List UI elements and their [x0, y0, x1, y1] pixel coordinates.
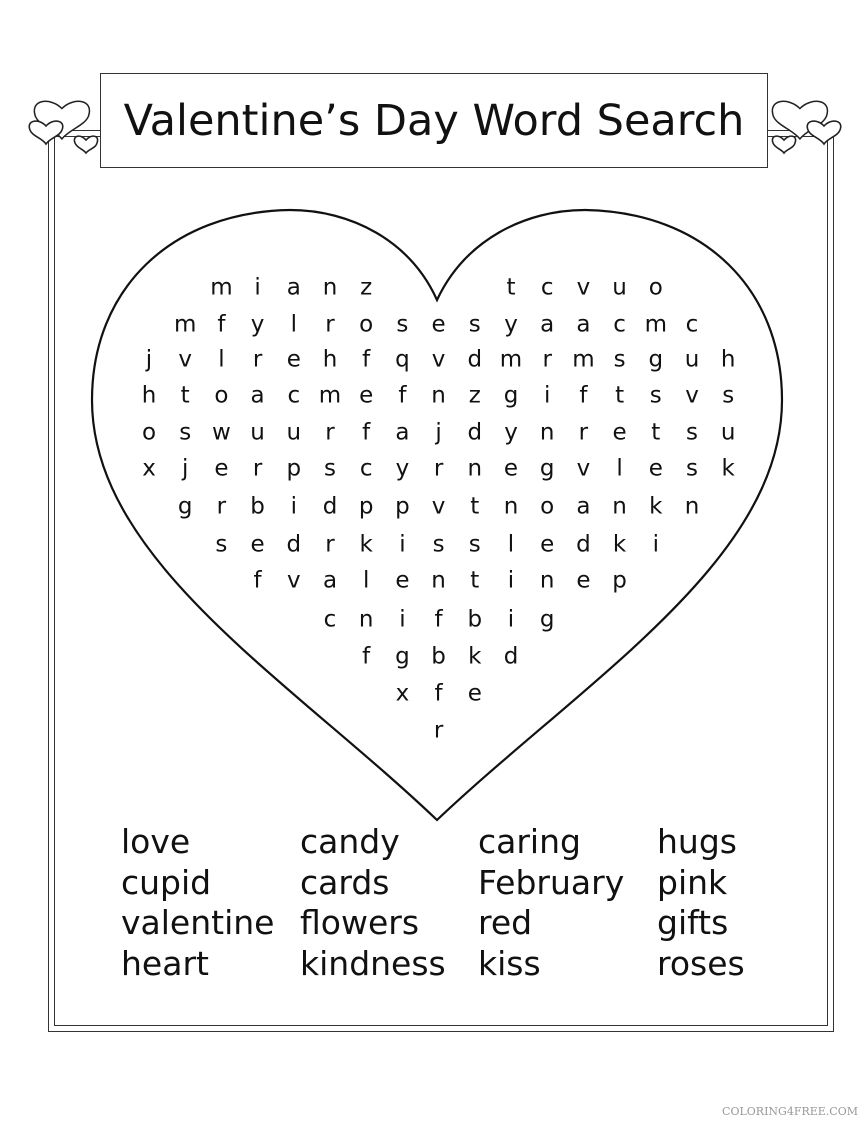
word-list-item: February [478, 862, 625, 902]
grid-letter: r [325, 419, 335, 446]
grid-letter: u [250, 419, 265, 446]
grid-letter: d [286, 531, 302, 558]
grid-letter: o [214, 382, 229, 409]
grid-letter: a [576, 493, 591, 520]
grid-letter: s [686, 455, 698, 482]
grid-letter: s [686, 419, 698, 446]
grid-letter: r [433, 455, 444, 482]
grid-letter: j [435, 419, 442, 446]
grid-letter: q [395, 346, 410, 373]
grid-letter: a [286, 274, 301, 301]
grid-letter: r [542, 346, 552, 373]
grid-letter: i [290, 493, 297, 520]
grid-letter: t [651, 419, 661, 446]
word-list-item: cupid [121, 862, 212, 902]
grid-letter: v [178, 346, 192, 373]
grid-letter: s [179, 419, 192, 446]
grid-letter: r [216, 493, 227, 520]
grid-letter: m [318, 382, 342, 409]
word-list-column-4 [657, 822, 745, 984]
watermark: COLORING4FREE.COM [722, 1105, 858, 1118]
grid-letter: d [503, 643, 519, 670]
grid-letter: d [322, 493, 338, 520]
word-list-column-2 [300, 822, 446, 984]
grid-letter: e [431, 311, 446, 338]
grid-letter: t [506, 274, 516, 301]
grid-letter: s [324, 455, 336, 482]
grid-letter: c [613, 311, 626, 338]
grid-letter: z [468, 382, 481, 409]
grid-letter: e [540, 531, 555, 558]
grid-letter: n [503, 493, 519, 520]
word-list-column-3 [478, 822, 624, 984]
grid-letter: n [431, 382, 446, 409]
grid-letter: p [395, 493, 410, 520]
grid-letter: r [325, 531, 335, 558]
page-title: Valentine’s Day Word Search [123, 95, 745, 146]
word-list-item: love [121, 822, 191, 861]
grid-letter: s [613, 346, 626, 373]
grid-letter: k [721, 455, 735, 482]
word-list-column-1 [121, 822, 274, 984]
grid-letter: o [540, 493, 555, 520]
grid-letter: t [470, 567, 480, 594]
grid-letter: m [173, 311, 197, 338]
grid-letter: f [362, 419, 371, 446]
grid-letter: p [612, 567, 627, 594]
grid-letter: p [286, 455, 302, 482]
grid-letter: s [722, 382, 735, 409]
grid-letter: l [507, 531, 515, 558]
grid-letter: i [254, 274, 261, 301]
grid-letter: u [684, 346, 700, 373]
grid-letter: n [467, 455, 483, 482]
word-list-item: candy [300, 822, 400, 861]
grid-letter: j [181, 455, 189, 482]
grid-letter: e [612, 419, 627, 446]
grid-letter: k [468, 643, 482, 670]
grid-letter: j [145, 346, 153, 373]
grid-letter: a [250, 382, 265, 409]
grid-letter: u [612, 274, 627, 301]
grid-letter: r [325, 311, 335, 338]
grid-letter: n [684, 493, 700, 520]
grid-letter: m [499, 346, 523, 373]
grid-letter: k [649, 493, 663, 520]
grid-letter: r [252, 346, 263, 373]
grid-letter: e [286, 346, 301, 373]
grid-letter: f [398, 382, 407, 409]
word-list-item: valentine [121, 903, 275, 942]
grid-letter: c [287, 382, 301, 409]
grid-letter: o [359, 311, 374, 338]
grid-letter: s [649, 382, 662, 409]
word-list-item: pink [657, 862, 728, 902]
grid-letter: t [615, 382, 625, 409]
grid-letter: e [359, 382, 374, 409]
grid-letter: f [362, 643, 371, 670]
grid-letter: p [358, 493, 374, 520]
grid-letter: r [252, 455, 263, 482]
grid-letter: i [399, 606, 406, 633]
grid-letter: g [503, 382, 519, 409]
grid-letter: n [539, 419, 555, 446]
grid-letter: c [540, 274, 554, 301]
grid-letter: l [616, 455, 623, 482]
grid-letter: x [395, 680, 410, 707]
grid-letter: g [539, 606, 555, 633]
grid-letter: v [286, 567, 301, 594]
word-list-item: kiss [478, 943, 541, 983]
grid-letter: l [290, 311, 297, 338]
grid-letter: e [395, 567, 410, 594]
word-list-item: red [478, 903, 533, 942]
grid-letter: z [360, 274, 373, 301]
grid-letter: g [395, 643, 410, 670]
grid-letter: b [250, 493, 265, 520]
grid-letter: c [359, 455, 373, 482]
grid-letter: d [467, 419, 483, 446]
grid-letter: e [214, 455, 229, 482]
grid-letter: w [211, 419, 231, 446]
word-list-item: gifts [657, 903, 729, 942]
grid-letter: v [685, 382, 699, 409]
grid-letter: v [431, 493, 446, 520]
grid-letter: d [467, 346, 483, 373]
grid-letter: y [250, 311, 265, 338]
grid-letter: l [218, 346, 225, 373]
grid-letter: s [215, 531, 228, 558]
grid-letter: d [576, 531, 591, 558]
grid-letter: i [507, 606, 515, 633]
word-list-item: caring [478, 822, 581, 861]
grid-letter: u [286, 419, 302, 446]
grid-letter: f [217, 311, 226, 338]
grid-letter: n [612, 493, 627, 520]
grid-letter: f [434, 606, 443, 633]
word-list-item: roses [657, 943, 745, 983]
grid-letter: b [467, 606, 483, 633]
grid-letter: h [141, 382, 157, 409]
grid-letter: f [362, 346, 371, 373]
grid-letter: f [579, 382, 588, 409]
grid-letter: s [468, 311, 481, 338]
grid-letter: e [503, 455, 519, 482]
grid-letter: x [142, 455, 156, 482]
grid-letter: g [539, 455, 555, 482]
grid-letter: v [576, 455, 591, 482]
grid-letter: t [180, 382, 190, 409]
grid-letter: f [253, 567, 262, 594]
grid-letter: y [504, 311, 518, 338]
grid-letter: t [470, 493, 480, 520]
grid-letter: e [250, 531, 265, 558]
word-list-item: hugs [657, 822, 737, 861]
grid-letter: n [431, 567, 446, 594]
grid-letter: y [395, 455, 410, 482]
grid-letter: v [576, 274, 591, 301]
word-list-item: heart [121, 943, 209, 983]
grid-letter: l [362, 567, 370, 594]
grid-letter: g [648, 346, 664, 373]
grid-letter: o [648, 274, 663, 301]
grid-letter: h [720, 346, 736, 373]
grid-letter: a [576, 311, 591, 338]
grid-letter: i [507, 567, 515, 594]
grid-letter: i [543, 382, 551, 409]
grid-letter: b [431, 643, 446, 670]
grid-letter: v [431, 346, 446, 373]
grid-letter: a [322, 567, 338, 594]
word-list-item: flowers [300, 903, 420, 942]
grid-letter: r [578, 419, 589, 446]
grid-letter: m [210, 274, 233, 301]
grid-letter: s [432, 531, 445, 558]
grid-letter: u [720, 419, 736, 446]
grid-letter: o [141, 419, 157, 446]
word-list-item: kindness [300, 943, 446, 983]
grid-letter: a [540, 311, 555, 338]
grid-letter: n [358, 606, 374, 633]
grid-letter: a [395, 419, 410, 446]
grid-letter: n [322, 274, 338, 301]
grid-letter: g [177, 493, 193, 520]
grid-letter: h [322, 346, 338, 373]
grid-letter: y [504, 419, 518, 446]
grid-letter: e [467, 680, 482, 707]
grid-letter: n [539, 567, 555, 594]
grid-letter: k [612, 531, 627, 558]
word-list-item: cards [300, 862, 390, 902]
grid-letter: i [652, 531, 659, 558]
grid-letter: k [359, 531, 373, 558]
grid-letter: i [399, 531, 406, 558]
grid-letter: e [576, 567, 591, 594]
grid-letter: c [323, 606, 337, 633]
grid-letter: m [644, 311, 667, 338]
grid-letter: m [572, 346, 595, 373]
grid-letter: s [468, 531, 481, 558]
grid-letter: r [433, 717, 444, 744]
grid-letter: s [396, 311, 409, 338]
grid-letter: e [648, 455, 663, 482]
grid-letter: f [434, 680, 443, 707]
grid-letter: c [685, 311, 699, 338]
